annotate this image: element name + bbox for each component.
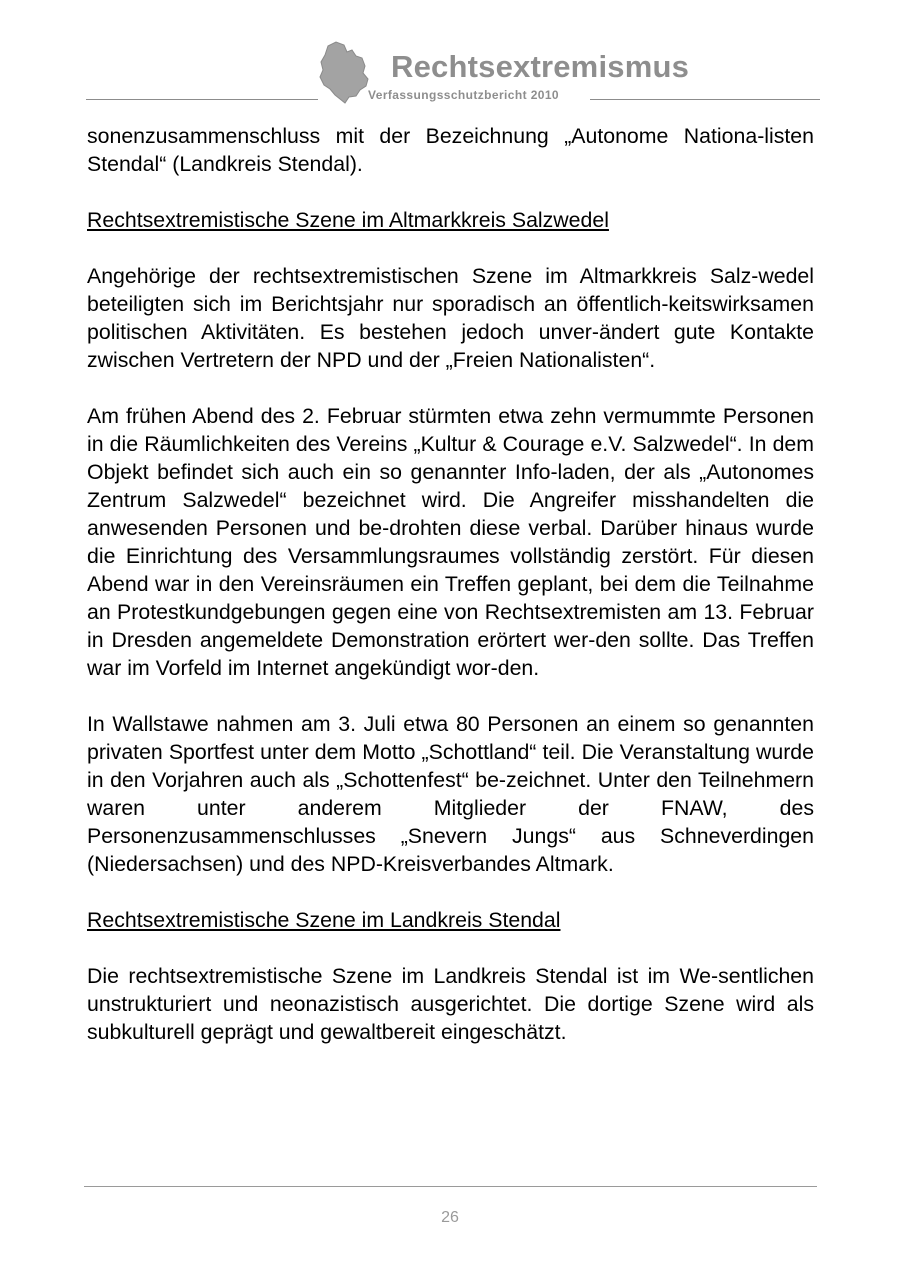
header-subtitle: Verfassungsschutzbericht 2010 bbox=[368, 88, 560, 102]
paragraph-continuation: sonenzusammenschluss mit der Bezeichnung „Autonome Nationa-listen Stendal“ (Landkreis Stendal). bbox=[87, 124, 814, 176]
paragraph-stendal-scene: Die rechtsextremistische Szene im Landkreis Stendal ist im We-sentlichen unstrukturiert und neonazistisch ausgerichtet. Die dortige Szene wird als subkulturell geprägt und gewaltbereit eingeschätzt. bbox=[87, 964, 814, 1044]
page-number: 26 bbox=[441, 1209, 459, 1226]
paragraph-february-attack: Am frühen Abend des 2. Februar stürmten etwa zehn vermummte Personen in die Räumlichkeiten des Vereins „Kultur & Courage e.V. Salzwedel“. In dem Objekt befindet sich auch ein so genannter Info-laden, der als „Autonomes Zentrum Salzwedel“ bezeichnet wird. Die Angreifer misshandelten die anwesenden Personen und be-drohten diese verbal. Darüber hinaus wurde die Einrichtung des Versammlungsraumes vollständig zerstört. Für diesen Abend war in den Vereinsräumen ein Treffen geplant, bei dem die Teilnahme an Protestkundgebungen gegen eine von Rechtsextremisten am 13. Februar in Dresden angemeldete Demonstration erörtert wer-den sollte. Das Treffen war im Vorfeld im Internet angekündigt wor-den. bbox=[87, 404, 814, 680]
body-text bbox=[87, 122, 814, 1046]
header-rule-right bbox=[590, 99, 820, 100]
page-header bbox=[0, 0, 900, 110]
paragraph-salzwedel-scene: Angehörige der rechtsextremistischen Szene im Altmarkkreis Salz-wedel beteiligten sich im Berichtsjahr nur sporadisch an öffentlich-keitswirksamen politischen Aktivitäten. Es bestehen jedoch unver-ändert gute Kontakte zwischen Vertretern der NPD und der „Freien Nationalisten“. bbox=[87, 264, 814, 372]
header-title: Rechtsextremismus bbox=[391, 49, 690, 84]
section-heading-stendal: Rechtsextremistische Szene im Landkreis Stendal bbox=[87, 908, 561, 932]
footer-rule bbox=[84, 1186, 817, 1187]
saxony-anhalt-map-icon bbox=[318, 40, 370, 104]
section-heading-salzwedel: Rechtsextremistische Szene im Altmarkkreis Salzwedel bbox=[87, 208, 609, 232]
paragraph-wallstawe-sportfest: In Wallstawe nahmen am 3. Juli etwa 80 Personen an einem so genannten privaten Sportfest unter dem Motto „Schottland“ teil. Die Veranstaltung wurde in den Vorjahren auch als „Schottenfest“ be-zeichnet. Unter den Teilnehmern waren unter anderem Mitglieder der FNAW, des Personenzusammenschlusses „Snevern Jungs“ aus Schneverdingen (Niedersachsen) und des NPD-Kreisverbandes Altmark. bbox=[87, 712, 814, 876]
header-rule-left bbox=[86, 99, 318, 100]
